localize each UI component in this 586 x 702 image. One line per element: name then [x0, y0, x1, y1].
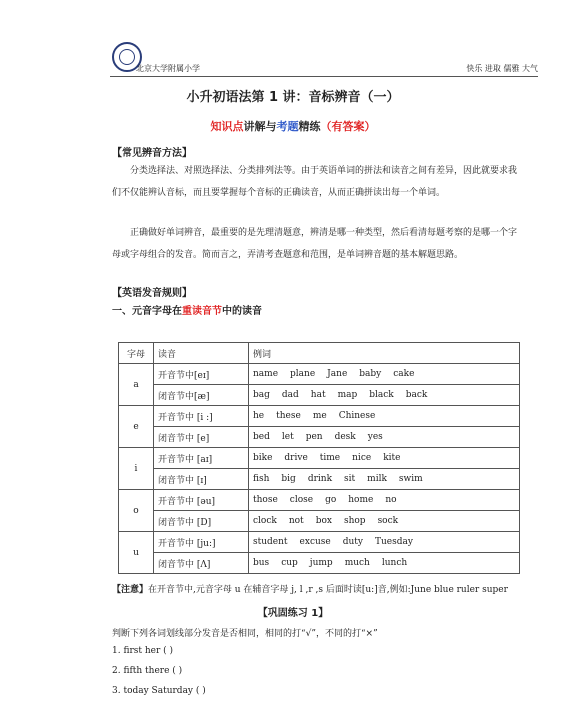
note-label: 【注意】 — [112, 585, 149, 595]
example-word: these — [276, 411, 301, 421]
table-row — [119, 532, 520, 553]
page-title: 小升初语法第 1 讲：音标辨音（一） — [186, 90, 400, 105]
table-row — [119, 553, 520, 574]
table-header-sound: 读音 — [154, 343, 249, 364]
example-word: cake — [393, 369, 415, 379]
school-motto: 快乐 进取 儒雅 大气 — [466, 64, 538, 73]
table-cell-sound: 闭音节中 [e] — [154, 427, 249, 448]
example-word: drive — [284, 453, 308, 463]
example-word: me — [312, 411, 327, 421]
table-header-row — [119, 343, 520, 364]
example-word: map — [337, 390, 358, 400]
table-cell-sound: 开音节中 [aɪ] — [154, 448, 249, 469]
section-heading-methods: 【常见辨音方法】 — [112, 148, 192, 159]
example-word: bus — [253, 558, 270, 568]
methods-paragraph-2: 正确做好单词辨音，最重要的是先理清题意，辨清是哪一种类型，然后看清每题考察的是哪一个字母或字母组合的发音。简而言之，弄清考查题意和范围，是单词辨音题的基本解题思路。 — [112, 228, 518, 260]
note-text: 在开音节中,元音字母 u 在辅音字母 j, l ,r ,s 后面时读[u:]音,例如:June blue ruler super — [148, 585, 508, 595]
example-word: lunch — [381, 558, 408, 568]
subtitle-explain: 讲解与 — [243, 120, 277, 133]
example-word: big — [281, 474, 296, 484]
example-word: no — [385, 495, 397, 505]
example-word: plane — [290, 369, 316, 379]
school-name: 北京大学附属小学 — [136, 64, 200, 73]
example-word: milk — [367, 474, 387, 484]
table-cell-examples — [249, 532, 520, 553]
example-word: bike — [253, 453, 273, 463]
example-word: duty — [342, 537, 363, 547]
table-cell-sound: 闭音节中[æ] — [154, 385, 249, 406]
subtitle-answers: （有答案） — [320, 120, 376, 133]
vowel-subheading-post: 中的读音 — [222, 306, 262, 317]
example-word: drink — [307, 474, 333, 484]
table-cell-examples — [249, 511, 520, 532]
example-word: those — [253, 495, 278, 505]
vowel-subheading-pre: 一、元音字母在 — [112, 306, 182, 317]
table-row — [119, 406, 520, 427]
section-heading-rules: 【英语发音规则】 — [112, 288, 192, 299]
example-word: he — [253, 411, 265, 421]
vowel-subheading — [112, 302, 262, 317]
table-cell-sound: 闭音节中 [D] — [154, 511, 249, 532]
example-word: pen — [305, 432, 323, 442]
example-word: hat — [310, 390, 326, 400]
table-row — [119, 385, 520, 406]
table-cell-examples — [249, 553, 520, 574]
page-header — [110, 40, 538, 77]
table-cell-examples — [249, 406, 520, 427]
table-cell-examples — [249, 490, 520, 511]
example-word: student — [253, 537, 288, 547]
example-word: swim — [398, 474, 423, 484]
example-word: kite — [383, 453, 401, 463]
table-cell-letter: i — [119, 448, 154, 490]
example-word: let — [281, 432, 294, 442]
example-word: clock — [253, 516, 277, 526]
example-word: much — [344, 558, 370, 568]
table-cell-examples — [249, 385, 520, 406]
example-word: Chinese — [338, 411, 376, 421]
example-word: baby — [359, 369, 382, 379]
table-cell-letter: u — [119, 532, 154, 574]
table-body — [119, 364, 520, 574]
example-word: time — [319, 453, 341, 463]
example-word: nice — [352, 453, 372, 463]
table-cell-sound: 开音节中[eɪ] — [154, 364, 249, 385]
table-cell-examples — [249, 427, 520, 448]
page-subtitle — [0, 118, 586, 134]
table-cell-sound: 开音节中 [i :] — [154, 406, 249, 427]
example-word: desk — [334, 432, 356, 442]
example-word: box — [315, 516, 332, 526]
example-word: Tuesday — [375, 537, 413, 547]
table-header-letter: 字母 — [119, 343, 154, 364]
subtitle-exam: 考题 — [276, 120, 299, 133]
table-row — [119, 490, 520, 511]
table-row — [119, 364, 520, 385]
example-word: sock — [377, 516, 399, 526]
note — [112, 582, 542, 595]
example-word: home — [348, 495, 374, 505]
subtitle-practice: 精练 — [298, 120, 321, 133]
example-word: go — [325, 495, 337, 505]
practice-question-1: 1. first her ( ) — [112, 646, 174, 656]
table-cell-examples — [249, 448, 520, 469]
example-word: close — [289, 495, 314, 505]
practice-heading: 【巩固练习 1】 — [257, 608, 329, 619]
table-cell-sound: 闭音节中 [Λ] — [154, 553, 249, 574]
example-word: excuse — [299, 537, 331, 547]
example-word: not — [288, 516, 304, 526]
table-cell-sound: 开音节中 [əu] — [154, 490, 249, 511]
vowel-subheading-stressed: 重读音节 — [182, 306, 222, 317]
table-cell-letter: a — [119, 364, 154, 406]
example-word: cup — [281, 558, 298, 568]
methods-paragraph-1: 分类选择法、对照选择法、分类排列法等。由于英语单词的拼法和读音之间有差异，因此就要求我们不仅能辨认音标，而且要掌握每个音标的正确读音，从而正确拼读出每一个单词。 — [112, 166, 518, 198]
table-cell-sound: 闭音节中 [ɪ] — [154, 469, 249, 490]
example-word: fish — [253, 474, 270, 484]
table-cell-examples — [249, 469, 520, 490]
table-cell-letter: o — [119, 490, 154, 532]
example-word: bed — [253, 432, 270, 442]
example-word: back — [405, 390, 428, 400]
example-word: sit — [344, 474, 356, 484]
example-word: yes — [367, 432, 383, 442]
table-cell-letter: e — [119, 406, 154, 448]
vowel-table — [118, 342, 520, 574]
example-word: jump — [309, 558, 333, 568]
example-word: Jane — [327, 369, 348, 379]
table-row — [119, 469, 520, 490]
practice-question-3: 3. today Saturday ( ) — [112, 686, 206, 696]
table-row — [119, 427, 520, 448]
table-cell-examples — [249, 364, 520, 385]
table-header-examples: 例词 — [249, 343, 520, 364]
example-word: shop — [343, 516, 366, 526]
example-word: name — [253, 369, 279, 379]
subtitle-knowledge: 知识点 — [210, 120, 244, 133]
practice-instruction: 判断下列各词划线部分发音是否相同，相同的打“√”，不同的打“×” — [112, 629, 378, 639]
table-row — [119, 511, 520, 532]
practice-question-2: 2. fifth there ( ) — [112, 666, 183, 676]
table-row — [119, 448, 520, 469]
table-cell-sound: 开音节中 [ju:] — [154, 532, 249, 553]
example-word: dad — [281, 390, 299, 400]
example-word: black — [369, 390, 394, 400]
example-word: bag — [253, 390, 270, 400]
